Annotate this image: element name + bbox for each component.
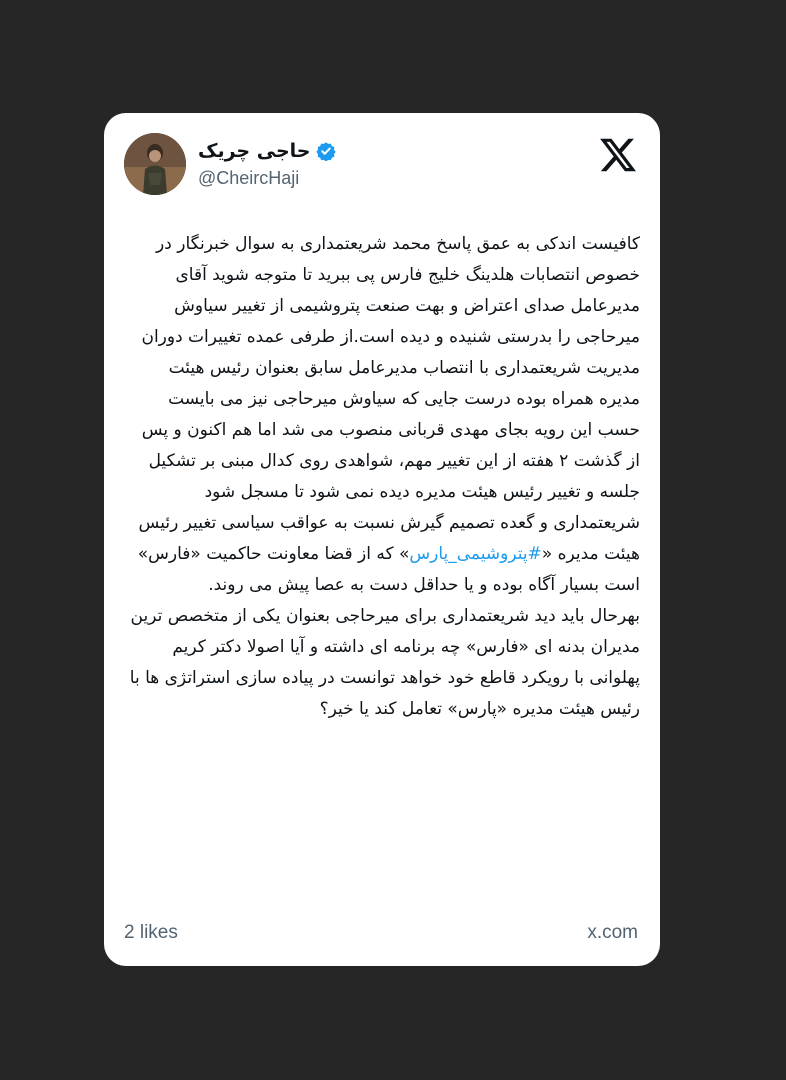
tweet-text bbox=[124, 229, 640, 725]
author-display-name[interactable]: حاجی چریک bbox=[198, 140, 311, 162]
x-logo-icon[interactable] bbox=[598, 135, 638, 175]
tweet-paragraph-1 bbox=[124, 229, 640, 601]
source-domain[interactable]: x.com bbox=[587, 922, 638, 943]
author-handle[interactable]: @CheircHaji bbox=[198, 168, 300, 188]
tweet-text-part-1: کافیست اندکی به عمق پاسخ محمد شریعتمداری به سوال خبرنگار در خصوص انتصابات هلدینگ خلیج فارس پی ببرید تا متوجه شوید آقای مدیرعامل صدای اعتراض و بهت صنعت پتروشیمی از تغییر سیاوش میرحاجی را بدرستی شنیده و دیده است.از طرفی عمده تغییرات دوران مدیریت شریعتمداری با انتصاب مدیرعامل سابق بعنوان رئیس هیئت مدیره همراه بوده درست جایی که سیاوش میرحاجی نیز می بایست حسب این رویه بجای مهدی قربانی منصوب می شد اما هم اکنون و پس از گذشت ۲ هفته از این تغییر مهم، شواهدی روی کدال مبنی بر تشکیل جلسه و تغییر رئیس هیئت مدیره دیده نمی شود تا مسجل شود شریعتمداری و گعده تصمیم گیرش نسبت به عواقب سیاسی تغییر رئیس هیئت مدیره « bbox=[138, 234, 640, 564]
author-name-row bbox=[198, 139, 336, 163]
tweet-paragraph-2: بهرحال باید دید شریعتمداری برای میرحاجی بعنوان یکی از متخصص ترین مدیران بدنه ای «فارس» چه برنامه ای داشته و آیا اصولا دکتر کریم پهلوانی با رویکرد قاطع خود خواهد توانست در پیاده سازی استراتژی ها با رئیس هیئت مدیره «پارس» تعامل کند یا خیر؟ bbox=[129, 606, 640, 719]
verified-badge-icon bbox=[316, 141, 336, 161]
hashtag-link[interactable]: #پتروشیمی_پارس bbox=[409, 544, 542, 564]
avatar-photo bbox=[124, 133, 186, 195]
tweet-text-part-2: » که از قضا معاونت حاکمیت «فارس» است بسیار آگاه بوده و یا حداقل دست به عصا پیش می روند. bbox=[137, 544, 640, 595]
likes-count[interactable]: 2 likes bbox=[124, 922, 178, 943]
avatar[interactable] bbox=[124, 133, 186, 195]
tweet-card bbox=[104, 113, 660, 966]
